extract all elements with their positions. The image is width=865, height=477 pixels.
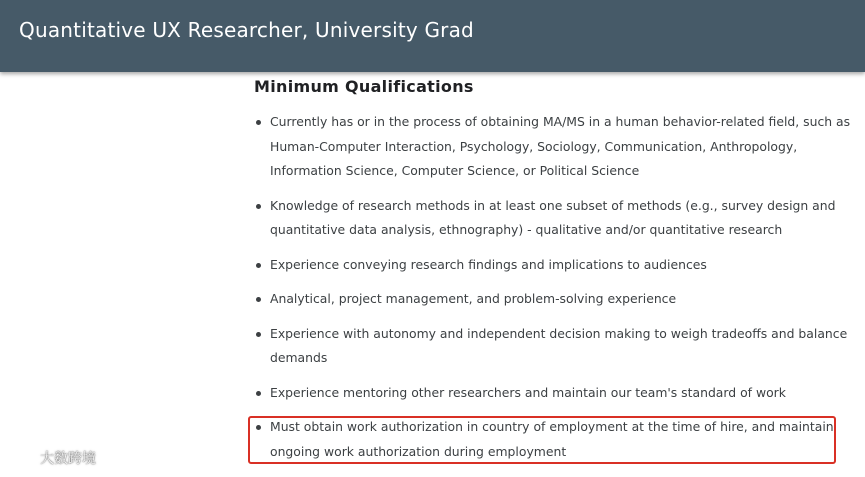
watermark-text: 大数跨境 [40,451,96,467]
qualification-list [254,110,851,474]
bullet-icon [256,425,261,430]
qualification-line: Analytical, project management, and problem-solving experience [270,291,677,306]
qualification-line: Human-Computer Interaction, Psychology, Sociology, Communication, Anthropology, [270,138,798,154]
qualification-line: Knowledge of research methods in at least one subset of methods (e.g., survey design and [270,197,836,213]
bullet-icon [256,391,261,396]
qualification-line: Must obtain work authorization in country of employment at the time of hire, and maintain [270,419,834,434]
qualification-item [254,253,844,278]
bullet-icon [256,297,261,302]
job-title: Quantitative UX Researcher, University Grad [19,18,474,42]
qualification-item [254,322,848,371]
bullet-icon [256,204,261,209]
qualification-line: Experience mentoring other researchers and maintain our team's standard of work [270,384,786,400]
qualification-item [254,110,851,184]
bullet-icon [256,332,261,337]
qualification-item [254,194,844,243]
section-heading: Minimum Qualifications [254,77,474,96]
qualification-line: ongoing work authorization during employment [270,443,567,459]
qualifications-section [254,76,851,459]
qualification-line: Currently has or in the process of obtaining MA/MS in a human behavior-related field, such as [270,114,851,129]
bullet-icon [256,120,261,125]
qualification-item-work-authorization [254,415,844,464]
qualification-line: demands [270,350,328,365]
qualification-line: Experience with autonomy and independent decision making to weigh tradeoffs and balance [270,325,848,341]
watermark [8,448,96,468]
qualification-item [254,381,844,406]
qualification-line: Experience conveying research findings and implications to audiences [270,256,707,272]
bullet-icon [256,263,261,268]
k-chat-bubble-logo-icon [8,448,36,468]
qualification-line: Information Science, Computer Science, or Political Science [270,163,640,178]
qualification-item [254,287,844,312]
qualification-line: quantitative data analysis, ethnography) - qualitative and/or quantitative research [270,222,783,237]
job-header-bar [0,0,865,72]
